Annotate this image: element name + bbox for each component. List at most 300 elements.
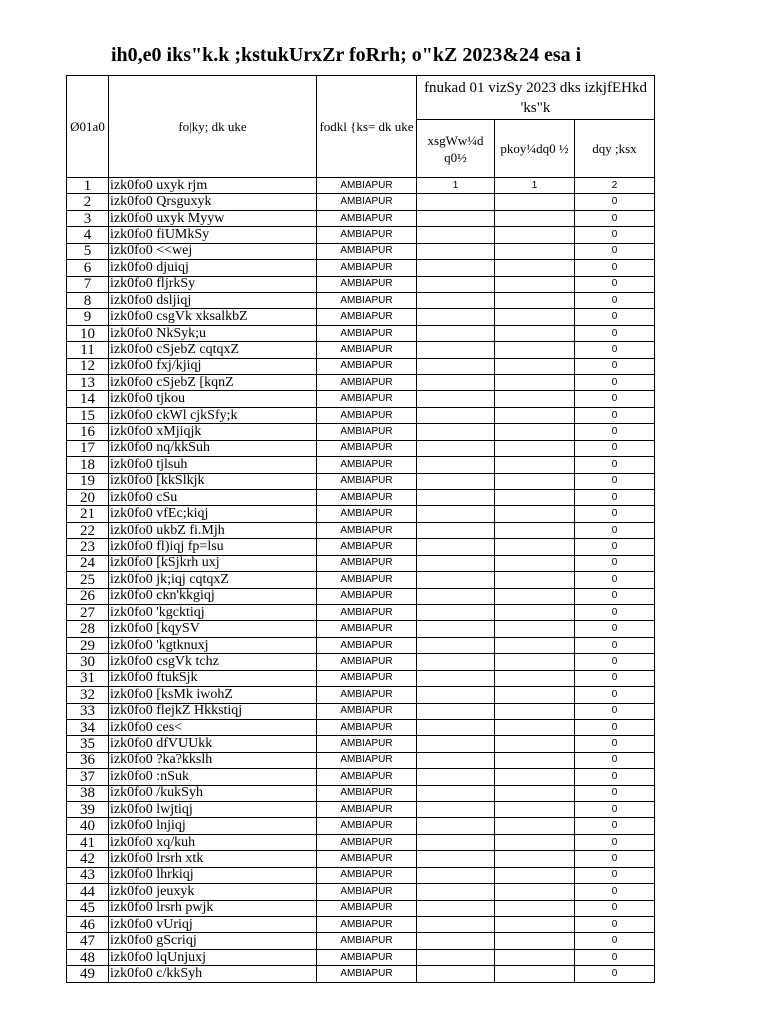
table-row — [67, 900, 655, 916]
row-rice — [495, 407, 575, 423]
table-row — [67, 703, 655, 719]
table-row — [67, 178, 655, 194]
row-rice — [495, 818, 575, 834]
row-rice — [495, 194, 575, 210]
row-general — [417, 687, 495, 703]
row-general — [417, 851, 495, 867]
row-rice — [495, 522, 575, 538]
row-general — [417, 654, 495, 670]
row-sr: 36 — [67, 752, 109, 768]
row-total: 0 — [575, 276, 655, 292]
row-total: 0 — [575, 342, 655, 358]
stock-table — [66, 75, 655, 983]
row-school-name: izk0fo0 /kukSyh — [109, 785, 317, 801]
row-block: AMBIAPUR — [317, 490, 417, 506]
row-block: AMBIAPUR — [317, 309, 417, 325]
table-row — [67, 227, 655, 243]
header-block-name: fodkl {ks= dk uke — [317, 76, 417, 178]
table-row — [67, 194, 655, 210]
row-sr: 24 — [67, 555, 109, 571]
row-school-name: izk0fo0 lrsrh pwjk — [109, 900, 317, 916]
row-block: AMBIAPUR — [317, 178, 417, 194]
row-school-name: izk0fo0 csgVk tchz — [109, 654, 317, 670]
row-rice — [495, 900, 575, 916]
row-rice — [495, 621, 575, 637]
row-general — [417, 424, 495, 440]
row-school-name: izk0fo0 lwjtiqj — [109, 802, 317, 818]
row-school-name: izk0fo0 c/kkSyh — [109, 966, 317, 982]
row-rice — [495, 802, 575, 818]
row-block: AMBIAPUR — [317, 457, 417, 473]
row-general — [417, 276, 495, 292]
row-sr: 32 — [67, 687, 109, 703]
row-school-name: izk0fo0 [ksMk iwohZ — [109, 687, 317, 703]
row-rice — [495, 966, 575, 982]
row-general — [417, 391, 495, 407]
row-block: AMBIAPUR — [317, 637, 417, 653]
row-total: 0 — [575, 243, 655, 259]
row-school-name: izk0fo0 <<wej — [109, 243, 317, 259]
row-block: AMBIAPUR — [317, 292, 417, 308]
table-row — [67, 539, 655, 555]
row-total: 0 — [575, 457, 655, 473]
row-block: AMBIAPUR — [317, 473, 417, 489]
row-rice — [495, 588, 575, 604]
table-row — [67, 407, 655, 423]
table-row — [67, 736, 655, 752]
row-general — [417, 900, 495, 916]
row-sr: 14 — [67, 391, 109, 407]
row-general — [417, 325, 495, 341]
row-total: 0 — [575, 572, 655, 588]
row-sr: 11 — [67, 342, 109, 358]
row-block: AMBIAPUR — [317, 588, 417, 604]
row-total: 0 — [575, 424, 655, 440]
row-total: 0 — [575, 670, 655, 686]
row-block: AMBIAPUR — [317, 604, 417, 620]
row-block: AMBIAPUR — [317, 736, 417, 752]
row-school-name: izk0fo0 nq/kkSuh — [109, 440, 317, 456]
row-school-name: izk0fo0 [kqySV — [109, 621, 317, 637]
row-sr: 33 — [67, 703, 109, 719]
row-school-name: izk0fo0 fxj/kjiqj — [109, 358, 317, 374]
table-header — [67, 76, 655, 178]
row-sr: 20 — [67, 490, 109, 506]
table-row — [67, 769, 655, 785]
row-block: AMBIAPUR — [317, 703, 417, 719]
row-rice — [495, 490, 575, 506]
row-general — [417, 719, 495, 735]
row-rice — [495, 309, 575, 325]
row-total: 0 — [575, 210, 655, 226]
table-row — [67, 391, 655, 407]
row-general — [417, 867, 495, 883]
row-general — [417, 358, 495, 374]
row-school-name: izk0fo0 ckn'kkgiqj — [109, 588, 317, 604]
row-total: 0 — [575, 900, 655, 916]
row-school-name: izk0fo0 djuiqj — [109, 260, 317, 276]
row-sr: 37 — [67, 769, 109, 785]
row-general — [417, 342, 495, 358]
row-rice — [495, 736, 575, 752]
row-rice — [495, 572, 575, 588]
row-school-name: izk0fo0 'kgtknuxj — [109, 637, 317, 653]
row-sr: 13 — [67, 375, 109, 391]
row-rice: 1 — [495, 178, 575, 194]
row-sr: 25 — [67, 572, 109, 588]
table-row — [67, 342, 655, 358]
row-sr: 41 — [67, 834, 109, 850]
row-block: AMBIAPUR — [317, 966, 417, 982]
row-total: 2 — [575, 178, 655, 194]
row-rice — [495, 457, 575, 473]
row-general — [417, 490, 495, 506]
row-sr: 7 — [67, 276, 109, 292]
row-block: AMBIAPUR — [317, 210, 417, 226]
row-total: 0 — [575, 440, 655, 456]
row-rice — [495, 260, 575, 276]
row-total: 0 — [575, 490, 655, 506]
row-school-name: izk0fo0 dsljiqj — [109, 292, 317, 308]
row-general — [417, 292, 495, 308]
row-sr: 22 — [67, 522, 109, 538]
row-total: 0 — [575, 604, 655, 620]
row-rice — [495, 949, 575, 965]
row-block: AMBIAPUR — [317, 621, 417, 637]
row-total: 0 — [575, 719, 655, 735]
table-row — [67, 490, 655, 506]
table-row — [67, 621, 655, 637]
row-rice — [495, 769, 575, 785]
row-sr: 28 — [67, 621, 109, 637]
row-sr: 16 — [67, 424, 109, 440]
row-total: 0 — [575, 916, 655, 932]
row-block: AMBIAPUR — [317, 440, 417, 456]
row-school-name: izk0fo0 ukbZ fi.Mjh — [109, 522, 317, 538]
row-total: 0 — [575, 588, 655, 604]
row-total: 0 — [575, 407, 655, 423]
row-school-name: izk0fo0 cSu — [109, 490, 317, 506]
row-general — [417, 473, 495, 489]
row-school-name: izk0fo0 tjkou — [109, 391, 317, 407]
row-general — [417, 309, 495, 325]
row-school-name: izk0fo0 jk;iqj cqtqxZ — [109, 572, 317, 588]
row-total: 0 — [575, 522, 655, 538]
row-total: 0 — [575, 949, 655, 965]
row-sr: 21 — [67, 506, 109, 522]
row-block: AMBIAPUR — [317, 358, 417, 374]
row-school-name: izk0fo0 'kgcktiqj — [109, 604, 317, 620]
table-row — [67, 687, 655, 703]
table-row — [67, 966, 655, 982]
row-total: 0 — [575, 227, 655, 243]
row-rice — [495, 933, 575, 949]
row-total: 0 — [575, 834, 655, 850]
row-rice — [495, 604, 575, 620]
row-sr: 1 — [67, 178, 109, 194]
row-rice — [495, 358, 575, 374]
row-school-name: izk0fo0 lrsrh xtk — [109, 851, 317, 867]
row-school-name: izk0fo0 csgVk xksalkbZ — [109, 309, 317, 325]
row-block: AMBIAPUR — [317, 670, 417, 686]
row-sr: 3 — [67, 210, 109, 226]
table-row — [67, 522, 655, 538]
row-school-name: izk0fo0 ?ka?kkslh — [109, 752, 317, 768]
row-general — [417, 572, 495, 588]
row-sr: 23 — [67, 539, 109, 555]
row-general — [417, 604, 495, 620]
row-block: AMBIAPUR — [317, 752, 417, 768]
row-school-name: izk0fo0 Qrsguxyk — [109, 194, 317, 210]
row-sr: 26 — [67, 588, 109, 604]
row-sr: 30 — [67, 654, 109, 670]
row-sr: 2 — [67, 194, 109, 210]
row-school-name: izk0fo0 fljrkSy — [109, 276, 317, 292]
row-general — [417, 933, 495, 949]
row-block: AMBIAPUR — [317, 851, 417, 867]
row-school-name: izk0fo0 cSjebZ cqtqxZ — [109, 342, 317, 358]
row-sr: 10 — [67, 325, 109, 341]
row-block: AMBIAPUR — [317, 867, 417, 883]
row-rice — [495, 539, 575, 555]
row-rice — [495, 834, 575, 850]
row-school-name: izk0fo0 ftukSjk — [109, 670, 317, 686]
row-block: AMBIAPUR — [317, 391, 417, 407]
row-total: 0 — [575, 785, 655, 801]
row-general — [417, 637, 495, 653]
row-block: AMBIAPUR — [317, 949, 417, 965]
row-block: AMBIAPUR — [317, 539, 417, 555]
row-general — [417, 588, 495, 604]
row-block: AMBIAPUR — [317, 572, 417, 588]
row-general — [417, 210, 495, 226]
row-general — [417, 375, 495, 391]
table-row — [67, 210, 655, 226]
row-general — [417, 457, 495, 473]
row-total: 0 — [575, 851, 655, 867]
row-rice — [495, 424, 575, 440]
row-sr: 34 — [67, 719, 109, 735]
row-sr: 4 — [67, 227, 109, 243]
row-sr: 12 — [67, 358, 109, 374]
row-block: AMBIAPUR — [317, 194, 417, 210]
row-rice — [495, 440, 575, 456]
row-school-name: izk0fo0 jeuxyk — [109, 884, 317, 900]
row-general — [417, 802, 495, 818]
row-school-name: izk0fo0 lqUnjuxj — [109, 949, 317, 965]
row-rice — [495, 785, 575, 801]
row-general — [417, 670, 495, 686]
row-school-name: izk0fo0 uxyk rjm — [109, 178, 317, 194]
row-sr: 6 — [67, 260, 109, 276]
table-row — [67, 243, 655, 259]
row-general — [417, 916, 495, 932]
row-sr: 48 — [67, 949, 109, 965]
row-block: AMBIAPUR — [317, 407, 417, 423]
row-general — [417, 966, 495, 982]
row-rice — [495, 342, 575, 358]
row-total: 0 — [575, 555, 655, 571]
table-row — [67, 292, 655, 308]
row-rice — [495, 276, 575, 292]
row-total: 0 — [575, 260, 655, 276]
row-total: 0 — [575, 637, 655, 653]
table-row — [67, 834, 655, 850]
row-block: AMBIAPUR — [317, 900, 417, 916]
table-row — [67, 785, 655, 801]
row-sr: 19 — [67, 473, 109, 489]
row-block: AMBIAPUR — [317, 325, 417, 341]
row-rice — [495, 654, 575, 670]
row-sr: 5 — [67, 243, 109, 259]
table-row — [67, 457, 655, 473]
row-general — [417, 194, 495, 210]
row-general — [417, 884, 495, 900]
row-block: AMBIAPUR — [317, 916, 417, 932]
page-title: ih0,e0 iks"k.k ;kstukUrxZr foRrh; o"kZ 2023&24 esa i — [111, 44, 582, 66]
row-total: 0 — [575, 391, 655, 407]
row-block: AMBIAPUR — [317, 506, 417, 522]
row-general — [417, 621, 495, 637]
row-rice — [495, 637, 575, 653]
row-total: 0 — [575, 802, 655, 818]
row-total: 0 — [575, 966, 655, 982]
row-total: 0 — [575, 292, 655, 308]
row-block: AMBIAPUR — [317, 555, 417, 571]
row-school-name: izk0fo0 flejkZ Hkkstiqj — [109, 703, 317, 719]
row-rice — [495, 703, 575, 719]
row-school-name: izk0fo0 ckWl cjkSfy;k — [109, 407, 317, 423]
row-school-name: izk0fo0 xMjiqjk — [109, 424, 317, 440]
row-sr: 43 — [67, 867, 109, 883]
table-row — [67, 309, 655, 325]
row-sr: 46 — [67, 916, 109, 932]
row-general — [417, 949, 495, 965]
row-school-name: izk0fo0 tjlsuh — [109, 457, 317, 473]
row-school-name: izk0fo0 cSjebZ [kqnZ — [109, 375, 317, 391]
row-rice — [495, 473, 575, 489]
row-rice — [495, 210, 575, 226]
row-sr: 47 — [67, 933, 109, 949]
row-block: AMBIAPUR — [317, 834, 417, 850]
row-general — [417, 785, 495, 801]
row-general — [417, 243, 495, 259]
table-row — [67, 719, 655, 735]
row-sr: 17 — [67, 440, 109, 456]
row-sr: 42 — [67, 851, 109, 867]
row-total: 0 — [575, 375, 655, 391]
row-rice — [495, 506, 575, 522]
table-row — [67, 375, 655, 391]
header-sr: Ø01a0 — [67, 76, 109, 178]
table-row — [67, 933, 655, 949]
row-block: AMBIAPUR — [317, 260, 417, 276]
table-body — [67, 178, 655, 983]
row-total: 0 — [575, 473, 655, 489]
row-block: AMBIAPUR — [317, 276, 417, 292]
row-total: 0 — [575, 752, 655, 768]
row-school-name: izk0fo0 vfEc;kiqj — [109, 506, 317, 522]
row-sr: 15 — [67, 407, 109, 423]
row-school-name: izk0fo0 [kSjkrh uxj — [109, 555, 317, 571]
row-school-name: izk0fo0 lhrkiqj — [109, 867, 317, 883]
table-row — [67, 260, 655, 276]
row-total: 0 — [575, 358, 655, 374]
row-block: AMBIAPUR — [317, 375, 417, 391]
table-row — [67, 325, 655, 341]
row-block: AMBIAPUR — [317, 227, 417, 243]
header-total: dqy ;ksx — [575, 120, 655, 178]
row-general — [417, 834, 495, 850]
table-row — [67, 949, 655, 965]
row-rice — [495, 687, 575, 703]
row-total: 0 — [575, 687, 655, 703]
table-row — [67, 637, 655, 653]
row-block: AMBIAPUR — [317, 884, 417, 900]
row-sr: 40 — [67, 818, 109, 834]
row-school-name: izk0fo0 uxyk Myyw — [109, 210, 317, 226]
row-block: AMBIAPUR — [317, 785, 417, 801]
row-sr: 44 — [67, 884, 109, 900]
row-general — [417, 260, 495, 276]
row-total: 0 — [575, 309, 655, 325]
row-general — [417, 227, 495, 243]
table-row — [67, 802, 655, 818]
row-general — [417, 407, 495, 423]
row-sr: 35 — [67, 736, 109, 752]
row-block: AMBIAPUR — [317, 933, 417, 949]
table-row — [67, 358, 655, 374]
row-total: 0 — [575, 654, 655, 670]
row-total: 0 — [575, 703, 655, 719]
row-rice — [495, 884, 575, 900]
row-block: AMBIAPUR — [317, 818, 417, 834]
row-general — [417, 818, 495, 834]
row-total: 0 — [575, 194, 655, 210]
row-rice — [495, 325, 575, 341]
table-row — [67, 424, 655, 440]
row-school-name: izk0fo0 fiUMkSy — [109, 227, 317, 243]
row-rice — [495, 916, 575, 932]
row-total: 0 — [575, 539, 655, 555]
table-row — [67, 916, 655, 932]
row-school-name: izk0fo0 NkSyk;u — [109, 325, 317, 341]
row-sr: 29 — [67, 637, 109, 653]
row-total: 0 — [575, 736, 655, 752]
row-rice — [495, 867, 575, 883]
row-total: 0 — [575, 818, 655, 834]
row-sr: 27 — [67, 604, 109, 620]
row-rice — [495, 719, 575, 735]
row-general — [417, 522, 495, 538]
table-row — [67, 506, 655, 522]
row-sr: 39 — [67, 802, 109, 818]
row-general — [417, 769, 495, 785]
row-block: AMBIAPUR — [317, 522, 417, 538]
row-general — [417, 752, 495, 768]
row-block: AMBIAPUR — [317, 654, 417, 670]
header-general: xsgWw¼d q0½ — [417, 120, 495, 178]
row-general — [417, 506, 495, 522]
table-row — [67, 818, 655, 834]
row-school-name: izk0fo0 lnjiqj — [109, 818, 317, 834]
row-school-name: izk0fo0 :nSuk — [109, 769, 317, 785]
row-sr: 9 — [67, 309, 109, 325]
row-rice — [495, 292, 575, 308]
row-total: 0 — [575, 621, 655, 637]
row-total: 0 — [575, 506, 655, 522]
row-sr: 38 — [67, 785, 109, 801]
